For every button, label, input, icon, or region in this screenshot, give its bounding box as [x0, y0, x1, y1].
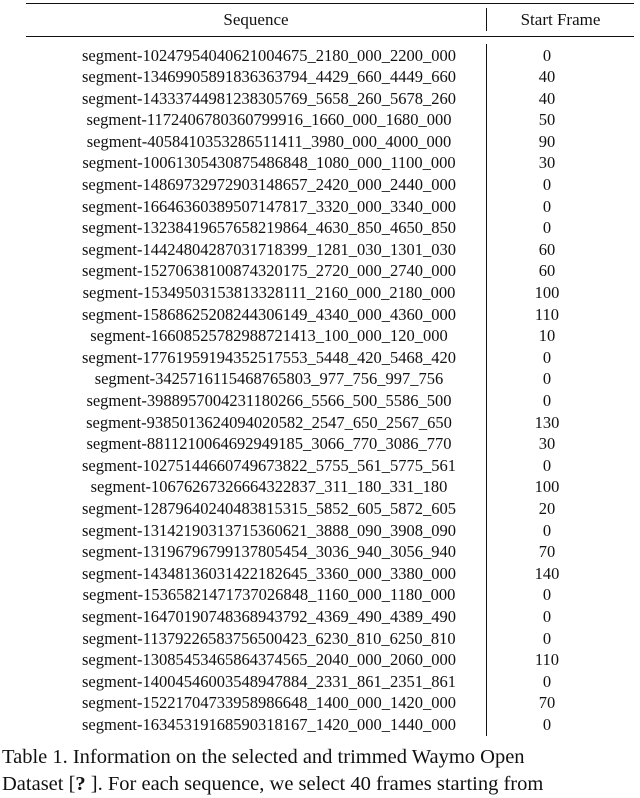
start-frame-cell: 20 — [538, 498, 556, 518]
start-frame-cell: 70 — [538, 693, 556, 713]
table-row — [26, 174, 634, 196]
start-frame-cell: 40 — [538, 88, 556, 108]
table-row — [26, 304, 634, 326]
start-frame-cell: 10 — [538, 326, 556, 346]
table-row — [26, 433, 634, 455]
start-frame-cell: 30 — [538, 434, 556, 454]
caption-line-2-end: ]. For each sequence, we select 40 frames starting from — [85, 773, 544, 795]
table-row — [26, 649, 634, 671]
start-frame-cell: 0 — [542, 455, 552, 475]
table-row — [26, 196, 634, 218]
table-row — [26, 563, 634, 585]
table-top-rule — [26, 3, 634, 4]
start-frame-cell: 100 — [534, 477, 560, 497]
table-header-rule — [26, 36, 634, 37]
table-row — [26, 152, 634, 174]
table-row — [26, 541, 634, 563]
sequence-cell: segment-10275144660749673822_5755_561_5775_561 — [82, 455, 456, 475]
table-row — [26, 368, 634, 390]
start-frame-cell: 130 — [534, 412, 560, 432]
sequence-cell: segment-13469905891836363794_4429_660_4449_660 — [82, 67, 456, 87]
start-frame-cell: 0 — [542, 369, 552, 389]
table-body — [26, 45, 634, 736]
sequence-cell: segment-16646360389507147817_3320_000_3340_000 — [82, 196, 456, 216]
sequence-cell: segment-15349503153813328111_2160_000_2180_000 — [82, 283, 456, 303]
start-frame-cell: 0 — [542, 628, 552, 648]
table-row — [26, 520, 634, 542]
table-row — [26, 390, 634, 412]
start-frame-cell: 100 — [534, 283, 560, 303]
start-frame-cell: 0 — [542, 520, 552, 540]
sequence-cell: segment-8811210064692949185_3066_770_3086_770 — [86, 434, 452, 454]
table-row — [26, 45, 634, 67]
sequence-cell: segment-16608525782988721413_100_000_120_000 — [90, 326, 448, 346]
sequence-cell: segment-3425716115468765803_977_756_997_756 — [94, 369, 444, 389]
table-row — [26, 455, 634, 477]
sequence-cell: segment-13196796799137805454_3036_940_3056_940 — [82, 542, 456, 562]
start-frame-cell: 110 — [534, 650, 560, 670]
table-row — [26, 260, 634, 282]
start-frame-cell: 0 — [542, 196, 552, 216]
start-frame-cell: 0 — [542, 585, 552, 605]
sequence-cell: segment-15221704733958986648_1400_000_1420_000 — [82, 693, 456, 713]
sequence-cell: segment-13142190313715360621_3888_090_3908_090 — [82, 520, 456, 540]
start-frame-cell: 60 — [538, 239, 556, 259]
table-row — [26, 325, 634, 347]
table-row — [26, 217, 634, 239]
table-row — [26, 476, 634, 498]
sequence-cell: segment-14869732972903148657_2420_000_2440_000 — [82, 175, 456, 195]
start-frame-cell: 50 — [538, 110, 556, 130]
start-frame-cell: 0 — [542, 347, 552, 367]
table-row — [26, 606, 634, 628]
start-frame-cell: 110 — [534, 304, 560, 324]
header-sequence: Sequence — [223, 10, 289, 29]
sequence-cell: segment-14004546003548947884_2331_861_2351_861 — [82, 671, 456, 691]
sequence-cell: segment-1172406780360799916_1660_000_1680_000 — [86, 110, 452, 130]
sequence-cell: segment-10061305430875486848_1080_000_1100_000 — [82, 153, 456, 173]
sequence-cell: segment-15270638100874320175_2720_000_2740_000 — [82, 261, 456, 281]
table-row — [26, 239, 634, 261]
start-frame-cell: 0 — [542, 606, 552, 626]
table-row — [26, 692, 634, 714]
start-frame-cell: 0 — [542, 45, 552, 65]
start-frame-cell: 60 — [538, 261, 556, 281]
start-frame-cell: 0 — [542, 391, 552, 410]
sequence-cell: segment-14333744981238305769_5658_260_5678_260 — [82, 88, 456, 108]
start-frame-cell: 0 — [542, 714, 552, 734]
sequence-cell: segment-15868625208244306149_4340_000_4360_000 — [82, 304, 456, 324]
table-row — [26, 671, 634, 693]
sequence-cell: segment-17761959194352517553_5448_420_5468_420 — [82, 347, 456, 367]
header-start-frame: Start Frame — [520, 10, 601, 29]
sequence-cell: segment-13238419657658219864_4630_850_4650_850 — [82, 218, 456, 238]
table-row — [26, 498, 634, 520]
table-row — [26, 131, 634, 153]
sequence-cell: segment-12879640240483815315_5852_605_5872_605 — [82, 498, 456, 518]
start-frame-cell: 30 — [538, 153, 556, 173]
table-row — [26, 109, 634, 131]
table-row — [26, 282, 634, 304]
start-frame-cell: 70 — [538, 542, 556, 562]
sequence-cell: segment-16470190748368943792_4369_490_4389_490 — [82, 606, 456, 626]
table-row — [26, 88, 634, 110]
sequence-cell: segment-14424804287031718399_1281_030_1301_030 — [82, 239, 456, 259]
sequence-cell: segment-3988957004231180266_5566_500_5586_500 — [86, 391, 452, 410]
sequence-cell: segment-15365821471737026848_1160_000_1180_000 — [82, 585, 456, 605]
sequence-cell: segment-10247954040621004675_2180_000_2200_000 — [82, 45, 456, 65]
caption-line-2-start: Dataset [ — [2, 773, 76, 795]
caption-line-2 — [2, 771, 640, 798]
start-frame-cell: 140 — [534, 563, 560, 583]
start-frame-cell: 0 — [542, 175, 552, 195]
sequence-cell: segment-4058410353286511411_3980_000_4000_000 — [86, 131, 452, 151]
caption-line-1: Table 1. Information on the selected and trimmed Waymo Open — [2, 746, 525, 768]
citation-placeholder: ? — [75, 773, 86, 795]
sequence-cell: segment-16345319168590318167_1420_000_1440_000 — [82, 714, 456, 734]
start-frame-cell: 90 — [538, 131, 556, 151]
table-row — [26, 412, 634, 434]
start-frame-cell: 0 — [542, 671, 552, 691]
start-frame-cell: 0 — [542, 218, 552, 238]
sequence-cell: segment-14348136031422182645_3360_000_3380_000 — [82, 563, 456, 583]
sequence-cell: segment-9385013624094020582_2547_650_2567_650 — [86, 412, 452, 432]
sequence-cell: segment-10676267326664322837_311_180_331_180 — [90, 477, 448, 497]
table-row — [26, 66, 634, 88]
sequence-cell: segment-11379226583756500423_6230_810_6250_810 — [82, 628, 456, 648]
start-frame-cell: 40 — [538, 67, 556, 87]
table-row — [26, 584, 634, 606]
table-row — [26, 628, 634, 650]
table-row — [26, 347, 634, 369]
table-row — [26, 714, 634, 736]
table-caption — [2, 744, 640, 798]
sequence-cell: segment-13085453465864374565_2040_000_2060_000 — [82, 650, 456, 670]
